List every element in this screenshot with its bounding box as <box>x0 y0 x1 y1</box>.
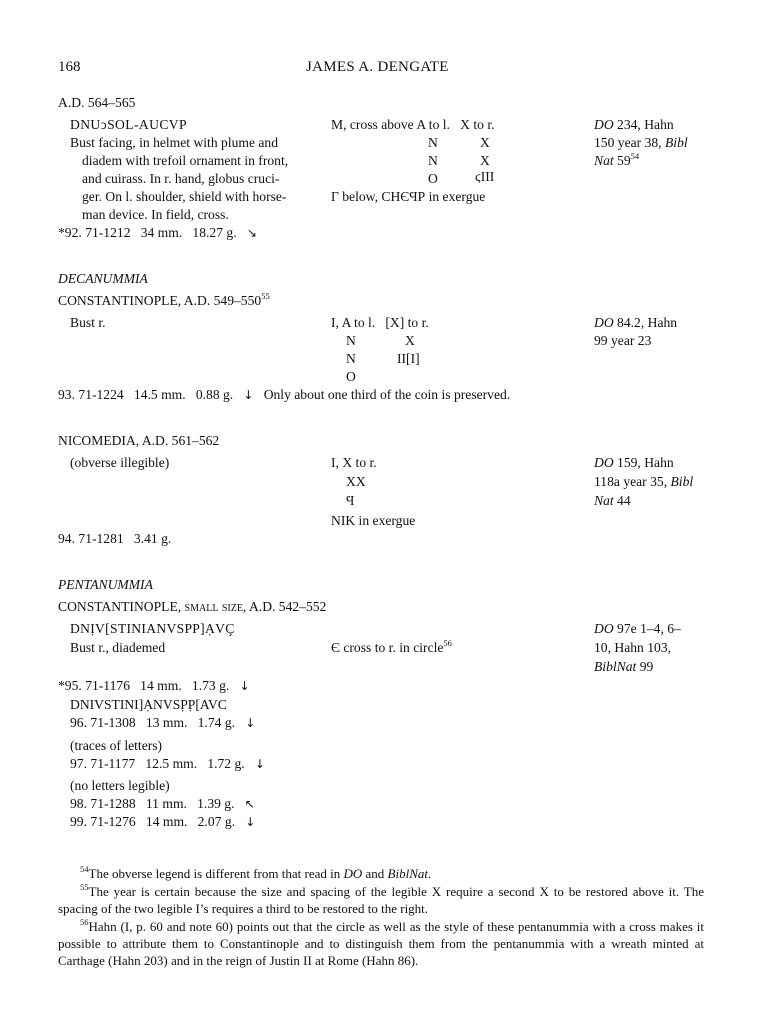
reverse-line: Є cross to r. in circle$^{56}$ <box>331 638 452 655</box>
reverse-mark: N <box>428 135 438 150</box>
reverse-mark: N <box>346 351 356 366</box>
footnote: $^{55}$The year is certain because the size and spacing of the legible X require a second X to be restored above it. The spacing of the two legible I’s requires a third to be restored to the right. <box>58 882 704 916</box>
catalog-entry: *95. 71-1176 14 mm. 1.73 g. ↓ <box>58 678 250 693</box>
reference: BiblNat 99 <box>594 659 654 674</box>
reference: 118a year 35, Bibl <box>594 474 694 489</box>
reverse-exergue: Γ below, ϹΗЄϤΡ in exergue <box>331 189 486 204</box>
obverse-desc: (obverse illegible) <box>70 455 170 470</box>
reverse-mark: XX <box>346 474 366 489</box>
reverse-mark: X <box>405 333 415 348</box>
reverse-mark: N <box>428 153 438 168</box>
obverse-legend: DNỊV[STINIANVSPP]ẠVÇ <box>70 621 235 636</box>
obverse-desc: Bust r. <box>70 315 106 330</box>
reverse-mark: X <box>480 135 490 150</box>
obverse-legend: DNUↄSOL-AUCVP <box>70 117 187 132</box>
catalog-entry: 96. 71-1308 13 mm. 1.74 g. ↓ <box>70 715 256 730</box>
section-date: A.D. 564–565 <box>58 95 136 110</box>
reverse-line: I, X to r. <box>331 455 377 470</box>
catalog-entry: 93. 71-1224 14.5 mm. 0.88 g. ↓ Only about one third of the coin is preserved. <box>58 387 511 402</box>
obverse-desc-line: and cuirass. In r. hand, globus cruci- <box>82 171 280 186</box>
obverse-legend: DNIVSTINI]ẠNVSP̣P̣[AVC <box>70 697 227 712</box>
die-axis-icon: ↓ <box>243 388 254 402</box>
die-axis-icon: ↓ <box>245 815 256 829</box>
obverse-desc: (no letters legible) <box>70 778 170 793</box>
catalog-entry: 94. 71-1281 3.41 g. <box>58 531 172 546</box>
die-axis-icon: ↓ <box>245 716 256 730</box>
obverse-desc-line: man device. In field, cross. <box>82 207 229 222</box>
obverse-desc: (traces of letters) <box>70 738 163 753</box>
reverse-mark: X <box>480 153 490 168</box>
reference: 10, Hahn 103, <box>594 640 672 655</box>
section-heading: DECANUMMIA <box>58 271 148 286</box>
reverse-mark: II[I] <box>397 351 420 366</box>
reference: 150 year 38, Bibl <box>594 135 688 150</box>
reference: 99 year 23 <box>594 333 652 348</box>
mint-subheading: CONSTANTINOPLE, small size, A.D. 542–552 <box>58 599 327 614</box>
reverse-line: M, cross above A to l. X to r. <box>331 117 495 132</box>
catalog-entry: *92. 71-1212 34 mm. 18.27 g. ↘ <box>58 225 257 240</box>
reference: DO 234, Hahn <box>594 117 674 132</box>
mint-subheading: CONSTANTINOPLE, A.D. $549-550^{55}$ <box>58 291 270 308</box>
reference: Nat 44 <box>594 493 631 508</box>
footnote: $^{56}$Hahn (I, p. 60 and note 60) points out that the circle as well as the style of these pentanummia with a cross makes it possible to attribute them to Constantinople and to distinguish them from the pentanummia with a wreath minted at Carthage (Hahn 203) and in the reign of Justin II at Rome (Hahn 86). <box>58 917 704 968</box>
section-heading: PENTANUMMIA <box>58 577 153 592</box>
running-head-author: JAMES A. DENGATE <box>306 59 449 75</box>
catalog-entry: 98. 71-1288 11 mm. 1.39 g. ↖ <box>70 796 255 811</box>
catalog-entry: 97. 71-1177 12.5 mm. 1.72 g. ↓ <box>70 756 265 771</box>
reference: Nat $59^{54}$ <box>594 151 640 168</box>
reference: DO 97e 1–4, 6– <box>594 621 681 636</box>
reverse-mark: ϛIII <box>475 169 495 184</box>
reference: DO 84.2, Hahn <box>594 315 678 330</box>
obverse-desc-line: diadem with trefoil ornament in front, <box>82 153 289 168</box>
reverse-mark: Ϥ <box>346 493 355 508</box>
die-axis-icon: ↓ <box>254 757 265 771</box>
reverse-mark: O <box>428 171 438 186</box>
mint-subheading: NICOMEDIA, A.D. 561–562 <box>58 433 220 448</box>
obverse-desc-line: ger. On l. shoulder, shield with horse- <box>82 189 287 204</box>
die-axis-icon: ↓ <box>239 679 250 693</box>
obverse-desc: Bust r., diademed <box>70 640 166 655</box>
reverse-exergue: NIK in exergue <box>331 513 416 528</box>
reverse-mark: N <box>346 333 356 348</box>
catalog-entry: 99. 71-1276 14 mm. 2.07 g. ↓ <box>70 814 256 829</box>
obverse-desc-line: Bust facing, in helmet with plume and <box>70 135 279 150</box>
die-axis-icon: ↘ <box>246 226 257 240</box>
reverse-line: I, A to l. [X] to r. <box>331 315 429 330</box>
footnote: $^{54}$The obverse legend is different from that read in DO and BiblNat. <box>80 864 432 881</box>
page-number: 168 <box>58 59 81 75</box>
die-axis-icon: ↖ <box>244 797 255 811</box>
reference: DO 159, Hahn <box>594 455 674 470</box>
reverse-mark: O <box>346 369 356 384</box>
